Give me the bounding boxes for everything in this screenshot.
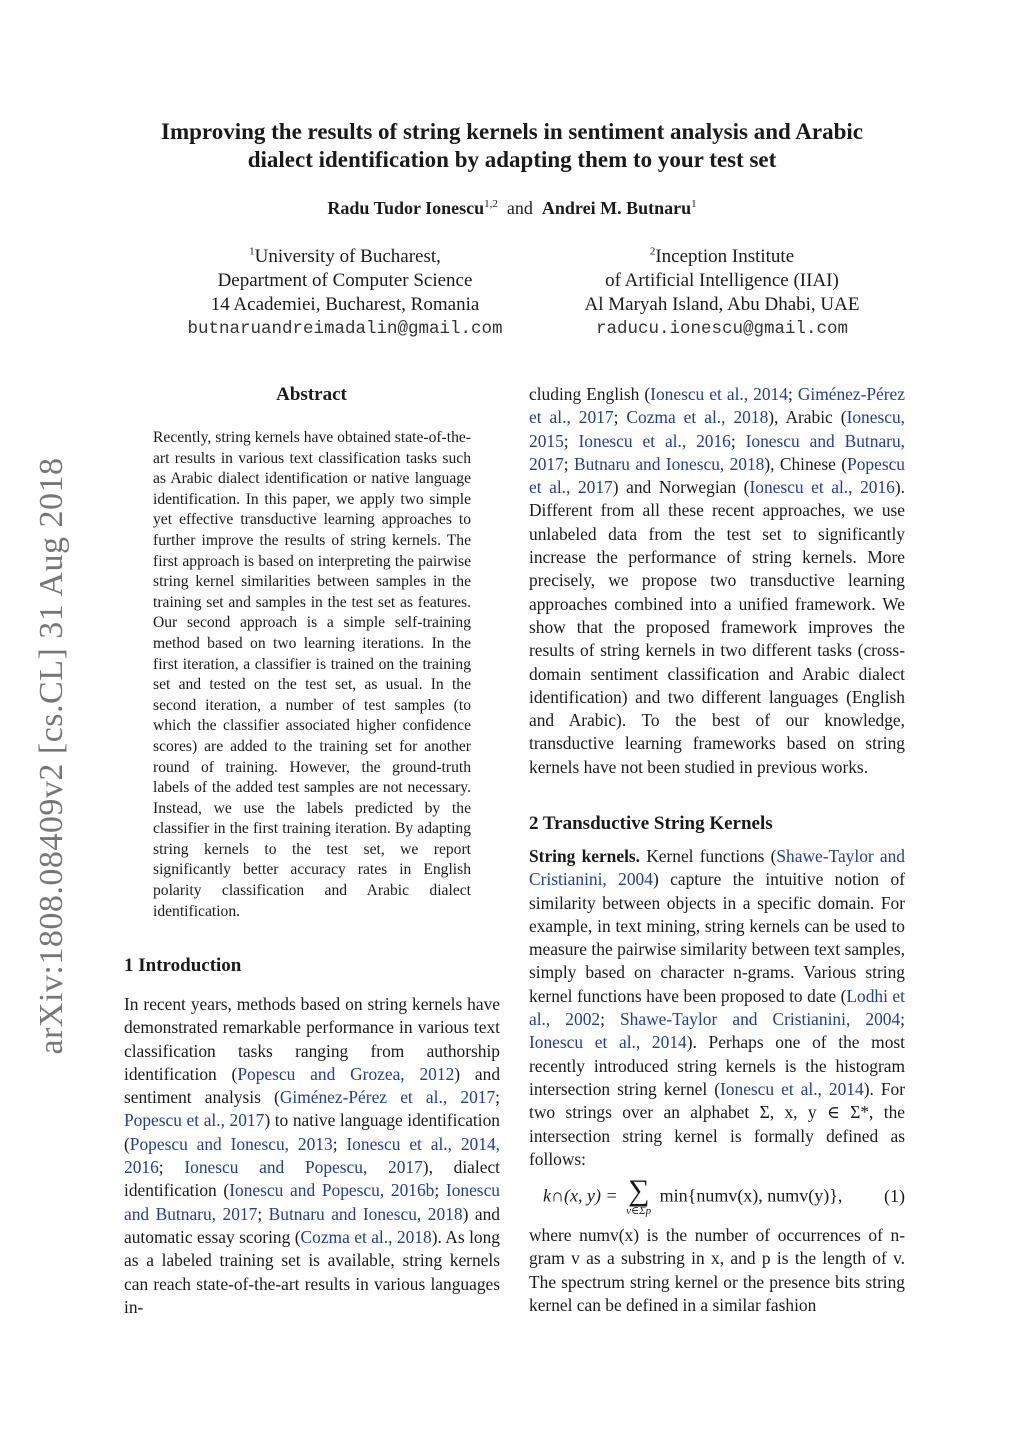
aff2-sup: 2: [649, 245, 656, 258]
text: ), Chinese (: [764, 453, 848, 474]
title-line-2: dialect identification by adapting them to your test set: [247, 147, 777, 172]
title-line-1: Improving the results of string kernels in sentiment analysis and Arabic: [161, 119, 863, 144]
abstract-heading: Abstract: [276, 384, 347, 405]
text: ;: [257, 1203, 269, 1224]
citation-link[interactable]: Cozma et al., 2018: [300, 1226, 432, 1247]
citation-link[interactable]: Ionescu et al., 2016: [578, 430, 731, 451]
citation-link[interactable]: Popescu et al., 2017: [529, 453, 905, 498]
aff2-email[interactable]: raducu.ionescu@gmail.com: [595, 319, 849, 339]
citation-link[interactable]: Ionescu et al., 2016: [749, 477, 895, 498]
text: ;: [158, 1157, 185, 1178]
sigma-symbol: ∑: [627, 1174, 650, 1207]
text: ;: [434, 1180, 446, 1201]
citation-link[interactable]: Ionescu and Butnaru, 2017: [529, 430, 905, 474]
citation-link[interactable]: Ionescu, 2015: [529, 407, 905, 451]
citation-link[interactable]: Ionescu et al., 2014: [529, 1032, 687, 1053]
text: ) and Norwegian (: [612, 477, 750, 498]
text: ). As long as a labeled training set is available, string kernels can reach state-of-the-art results in various languages in-: [124, 1226, 500, 1317]
citation-link[interactable]: Ionescu et al., 2014: [650, 384, 788, 404]
text: cluding English (: [529, 384, 651, 404]
citation-link[interactable]: Giménez-Pérez et al., 2017: [279, 1087, 496, 1108]
section-2-paragraph: [529, 845, 905, 1171]
citation-link[interactable]: Butnaru and Ionescu, 2018: [573, 453, 765, 474]
sum-subscript: v∈Σp: [626, 1205, 652, 1217]
citation-link[interactable]: Butnaru and Ionescu, 2018: [268, 1203, 463, 1224]
citation-link[interactable]: Lodhi et al., 2002: [529, 985, 905, 1030]
paragraph-heading: String kernels.: [529, 846, 641, 866]
text: In recent years, methods based on string kernels have demonstrated remarkable performance in various text classification tasks ranging from authorship identification (: [124, 994, 500, 1084]
aff1-line-3: 14 Academiei, Bucharest, Romania: [210, 294, 480, 315]
citation-link[interactable]: Ionescu and Popescu, 2016b: [229, 1180, 435, 1201]
citation-link[interactable]: Popescu and Grozea, 2012: [237, 1063, 455, 1084]
citation-link[interactable]: Giménez-Pérez et al., 2017: [529, 384, 905, 428]
section-2-heading: 2 Transductive String Kernels: [529, 813, 773, 834]
text: ;: [495, 1087, 500, 1108]
citation-link[interactable]: Ionescu et al., 2014, 2016: [124, 1133, 500, 1178]
citation-link[interactable]: Ionescu and Popescu, 2017: [184, 1157, 423, 1178]
text: ;: [332, 1133, 347, 1154]
text: ), dialect identification (: [124, 1157, 501, 1201]
equation-rhs: min{numv(x), numv(y)},: [659, 1185, 843, 1206]
equation-number: (1): [884, 1186, 905, 1206]
text: ) capture the intuitive notion of similarity between objects in a specific domain. For example, in text mining, string kernels can be used to measure the pairwise similarity between text samples, simply based on character n-grams. Various string kernel functions have been proposed to date (: [529, 869, 906, 1006]
text: ;: [563, 430, 579, 451]
author-1: Radu Tudor Ionescu: [327, 198, 485, 218]
aff2-line-1: Inception Institute: [655, 246, 795, 267]
paper-title: [0, 118, 1024, 174]
citation-link[interactable]: Ionescu and Butnaru, 2017: [124, 1180, 500, 1224]
affiliation-2: [542, 245, 902, 341]
text: ;: [900, 1009, 905, 1030]
citation-link[interactable]: Popescu and Ionescu, 2013: [129, 1133, 333, 1154]
author-1-sup: 1,2: [484, 198, 498, 210]
aff1-line-2: Department of Computer Science: [217, 270, 473, 291]
abstract-text: Recently, string kernels have obtained state-of-the-art results in various text classification tasks such as Arabic dialect identification or native language identification. In this paper, we apply two simple yet effective transductive learning approaches to further improve the results of string kernels. The first approach is based on interpreting the pairwise string kernel similarities between samples in the training set and samples in the test set as features. Our second approach is a simple self-training method based on two learning iterations. In the first iteration, a classifier is trained on the training set and tested on the test set, as usual. In the second iteration, a number of test samples (to which the classifier associated higher confidence scores) are added to the training set for another round of training. However, the ground-truth labels of the added test samples are not necessary. Instead, we use the labels predicted by the classifier in the first training iteration. By adapting string kernels to the test set, we report significantly better accuracy rates in English polarity classification and Arabic dialect identification.: [153, 429, 471, 920]
aff2-line-3: Al Maryah Island, Abu Dhabi, UAE: [584, 294, 860, 315]
citation-link[interactable]: Shawe-Taylor and Cristianini, 2004: [529, 846, 905, 890]
citation-link[interactable]: Cozma et al., 2018: [626, 407, 769, 428]
text: ;: [563, 453, 574, 474]
citation-link[interactable]: Ionescu et al., 2014: [720, 1078, 864, 1099]
aff2-line-2: of Artificial Intelligence (IIAI): [605, 270, 839, 291]
text: ) to native language identification (: [124, 1110, 500, 1154]
text: ). For two strings over an alphabet Σ, x, y ∈ Σ*, the intersection string kernel is formally defined as follows:: [529, 1078, 906, 1169]
aff1-line-1: University of Bucharest,: [254, 246, 441, 267]
sum-operator: [626, 1174, 652, 1217]
author-and: and: [506, 198, 533, 218]
citation-link[interactable]: Shawe-Taylor and Cristianini, 2004: [620, 1009, 901, 1030]
citation-link[interactable]: Popescu et al., 2017: [124, 1110, 265, 1131]
aff1-email[interactable]: butnaruandreimadalin@gmail.com: [187, 319, 503, 339]
text: ) and sentiment analysis (: [124, 1063, 501, 1108]
intro-paragraph: [124, 993, 500, 1319]
intro-heading: 1 Introduction: [124, 955, 242, 976]
text: ) and automatic essay scoring (: [124, 1203, 500, 1247]
text: ;: [600, 1009, 620, 1030]
right-column-intro-continued: [529, 383, 905, 779]
text: ;: [787, 384, 798, 404]
after-equation-text: where numv(x) is the number of occurrences of n-gram v as a substring in x, and p is the length of v. The spectrum string kernel or the presence bits string kernel can be defined in a similar fashion: [529, 1225, 905, 1315]
equation-lhs: k∩(x, y) =: [543, 1185, 618, 1206]
text: ). Different from all these recent approaches, we use unlabeled data from the test set to significantly increase the performance of string kernels. More precisely, we propose two transductive learning approaches combined into a unified framework. We show that the proposed framework improves the results of string kernels in two different tasks (cross-domain sentiment classification and Arabic dialect identification) and two different languages (English and Arabic). To the best of our knowledge, transductive learning frameworks based on string kernels have not been studied in previous works.: [529, 477, 905, 777]
author-2: Andrei M. Butnaru: [541, 198, 692, 218]
author-2-sup: 1: [691, 198, 697, 210]
text: ;: [613, 407, 627, 428]
arxiv-identifier: arXiv:1808.08409v2 [cs.CL] 31 Aug 2018: [33, 457, 70, 1055]
aff1-sup: 1: [249, 245, 255, 258]
affiliation-1: [150, 245, 540, 341]
text: ). Perhaps one of the most recently introduced string kernels is the histogram intersection string kernel (: [529, 1032, 905, 1099]
equation-1: [529, 1168, 905, 1224]
text: ;: [730, 430, 746, 451]
text: Kernel functions (: [640, 846, 777, 866]
author-list: [0, 198, 1024, 219]
text: ), Arabic (: [768, 407, 847, 428]
